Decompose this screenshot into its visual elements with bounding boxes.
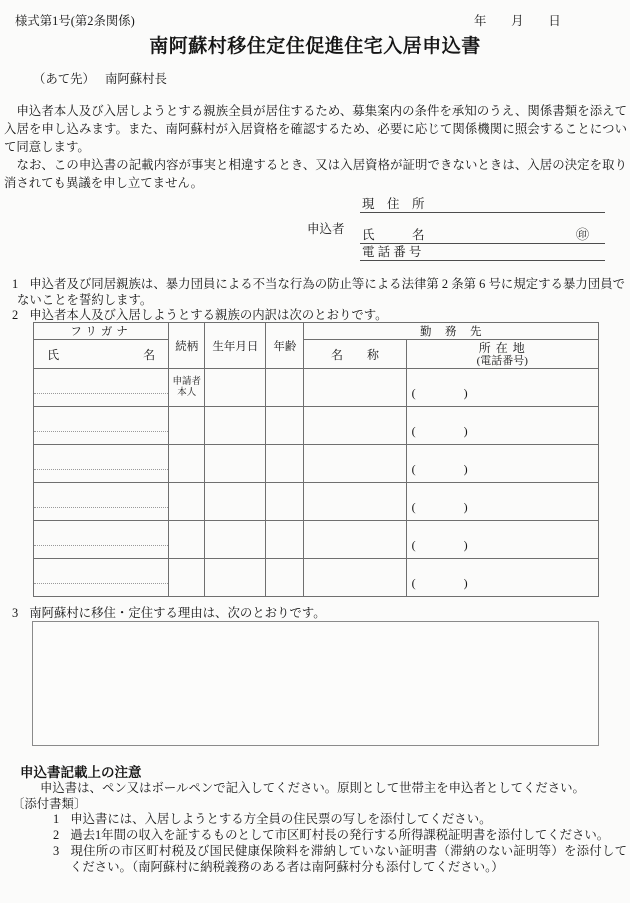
item-2-text: 申込者本人及び入居しようとする親族の内訳は次のとおりです。: [29, 308, 388, 322]
table-row: [34, 407, 599, 445]
work-address-label: 所 在 地: [478, 340, 526, 355]
col-header-relationship: 続柄: [169, 323, 205, 369]
date-line: 年 月 日: [474, 14, 561, 28]
cell-age-2[interactable]: [266, 407, 304, 445]
cell-name-2[interactable]: [34, 407, 169, 445]
furigana-line: [34, 534, 168, 546]
col-header-work-address: [406, 340, 598, 369]
form-number: 様式第1号(第2条関係): [15, 14, 135, 28]
intro-paragraph-2: なお、この申込書の記載内容が事実と相違するとき、又は入居資格が証明できないときは、入居の決定を取り消されても異議を申し立てません。: [4, 158, 627, 190]
cell-age-1[interactable]: [266, 369, 304, 407]
cell-birthdate-3[interactable]: [205, 445, 266, 483]
applicant-label: 申込者: [307, 222, 345, 236]
table-row: [34, 483, 599, 521]
furigana-line: [34, 496, 168, 508]
attachments-heading: 〔添付書類〕: [12, 797, 87, 811]
reason-textbox[interactable]: [32, 621, 599, 746]
cell-birthdate-2[interactable]: [205, 407, 266, 445]
table-row: [34, 445, 599, 483]
cell-workname-6[interactable]: [304, 559, 406, 597]
cell-birthdate-1[interactable]: [205, 369, 266, 407]
cell-birthdate-4[interactable]: [205, 483, 266, 521]
cell-birthdate-5[interactable]: [205, 521, 266, 559]
addressee-name: 南阿蘇村長: [104, 72, 167, 86]
item-1-number: 1: [12, 277, 19, 291]
relationship-line2: 本人: [177, 387, 197, 398]
cell-workname-5[interactable]: [304, 521, 406, 559]
attachment-1-number: 1: [53, 812, 60, 826]
item-2-number: 2: [12, 308, 19, 322]
item-2-household: [12, 307, 625, 323]
phone-parens: ( ): [411, 500, 468, 514]
col-header-age: 年齢: [266, 323, 304, 369]
cell-workaddress-1[interactable]: [406, 369, 598, 407]
addressee: [33, 71, 167, 87]
cell-age-5[interactable]: [266, 521, 304, 559]
cell-relationship-5[interactable]: [169, 521, 205, 559]
cell-workname-4[interactable]: [304, 483, 406, 521]
notes-heading: 申込書記載上の注意: [20, 765, 142, 780]
cell-workaddress-4[interactable]: [406, 483, 598, 521]
addressee-prefix: （あて先）: [33, 72, 95, 86]
cell-age-3[interactable]: [266, 445, 304, 483]
cell-workaddress-6[interactable]: [406, 559, 598, 597]
attachment-item-1: [53, 811, 627, 827]
intro-paragraph-1: 申込者本人及び入居しようとする親族全員が居住するため、募集案内の条件を承知のうえ、関係書類を添えて入居を申し込みます。また、南阿蘇村が入居資格を確認するため、必要に応じて関係機関に照会することについて同意します。: [4, 104, 627, 154]
item-3-text: 南阿蘇村に移住・定住する理由は、次のとおりです。: [29, 606, 326, 620]
cell-relationship-4[interactable]: [169, 483, 205, 521]
attachment-3-number: 3: [53, 844, 60, 858]
attachment-2-text: 過去1年間の収入を証するものとして市区町村長の発行する所得課税証明書を添付してください。: [70, 828, 610, 842]
item-3-reason: [12, 605, 625, 621]
cell-name-6[interactable]: [34, 559, 169, 597]
attachment-1-text: 申込書には、入居しようとする方全員の住民票の写しを添付してください。: [70, 812, 492, 826]
cell-relationship-2[interactable]: [169, 407, 205, 445]
col-header-name: 氏 名: [34, 340, 169, 369]
col-header-furigana: フリガナ: [34, 323, 169, 340]
phone-parens: ( ): [411, 576, 468, 590]
cell-workaddress-2[interactable]: [406, 407, 598, 445]
cell-relationship-3[interactable]: [169, 445, 205, 483]
cell-name-5[interactable]: [34, 521, 169, 559]
cell-workname-3[interactable]: [304, 445, 406, 483]
attachment-item-2: [53, 827, 627, 843]
table-row: [34, 369, 599, 407]
table-row: [34, 559, 599, 597]
work-address-sublabel: (電話番号): [476, 354, 528, 367]
cell-name-4[interactable]: [34, 483, 169, 521]
phone-number-field[interactable]: [360, 244, 605, 261]
phone-parens: ( ): [411, 386, 468, 400]
cell-workaddress-3[interactable]: [406, 445, 598, 483]
item-1-pledge: [12, 276, 625, 308]
phone-parens: ( ): [411, 462, 468, 476]
furigana-line: [34, 382, 168, 394]
applicant-name-label: 氏 名: [362, 228, 425, 242]
furigana-line: [34, 458, 168, 470]
col-header-birthdate: 生年月日: [205, 323, 266, 369]
cell-age-4[interactable]: [266, 483, 304, 521]
phone-parens: ( ): [411, 538, 468, 552]
furigana-line: [34, 572, 168, 584]
item-3-number: 3: [12, 606, 19, 620]
cell-relationship-6[interactable]: [169, 559, 205, 597]
cell-name-1[interactable]: [34, 369, 169, 407]
relationship-line1: 申請者: [172, 376, 202, 387]
cell-workaddress-5[interactable]: [406, 521, 598, 559]
item-1-text: 申込者及び同居親族は、暴力団員による不当な行為の防止等による法律第 2 条第 6 号に規定する暴力団員でないことを誓約します。: [17, 277, 625, 307]
col-header-workplace: 勤 務 先: [304, 323, 599, 340]
seal-mark-icon: ㊞: [575, 227, 589, 242]
phone-parens: ( ): [411, 424, 468, 438]
cell-age-6[interactable]: [266, 559, 304, 597]
current-address-label: 現 住 所: [362, 197, 425, 211]
cell-workname-1[interactable]: [304, 369, 406, 407]
table-row: [34, 521, 599, 559]
page-title: 南阿蘇村移住定住促進住宅入居申込書: [149, 36, 481, 57]
phone-number-label: 電 話 番 号: [362, 245, 422, 259]
current-address-field[interactable]: [360, 196, 605, 213]
furigana-line: [34, 420, 168, 432]
cell-workname-2[interactable]: [304, 407, 406, 445]
cell-name-3[interactable]: [34, 445, 169, 483]
intro-paragraphs: [4, 102, 627, 192]
cell-birthdate-6[interactable]: [205, 559, 266, 597]
notes-instruction: 申込書は、ペン又はボールペンで記入してください。原則として世帯主を申込者としてください。: [40, 781, 585, 795]
attachment-3-text: 現住所の市区町村税及び国民健康保険料を滞納していない証明書（滞納のない証明等）を添付してください。（南阿蘇村に納税義務のある者は南阿蘇村分も添付してください。）: [70, 844, 627, 874]
attachment-2-number: 2: [53, 828, 60, 842]
family-table: [33, 322, 599, 597]
attachment-item-3: [53, 843, 627, 875]
col-header-work-name: 名 称: [304, 340, 406, 369]
cell-relationship-1: [169, 369, 205, 407]
